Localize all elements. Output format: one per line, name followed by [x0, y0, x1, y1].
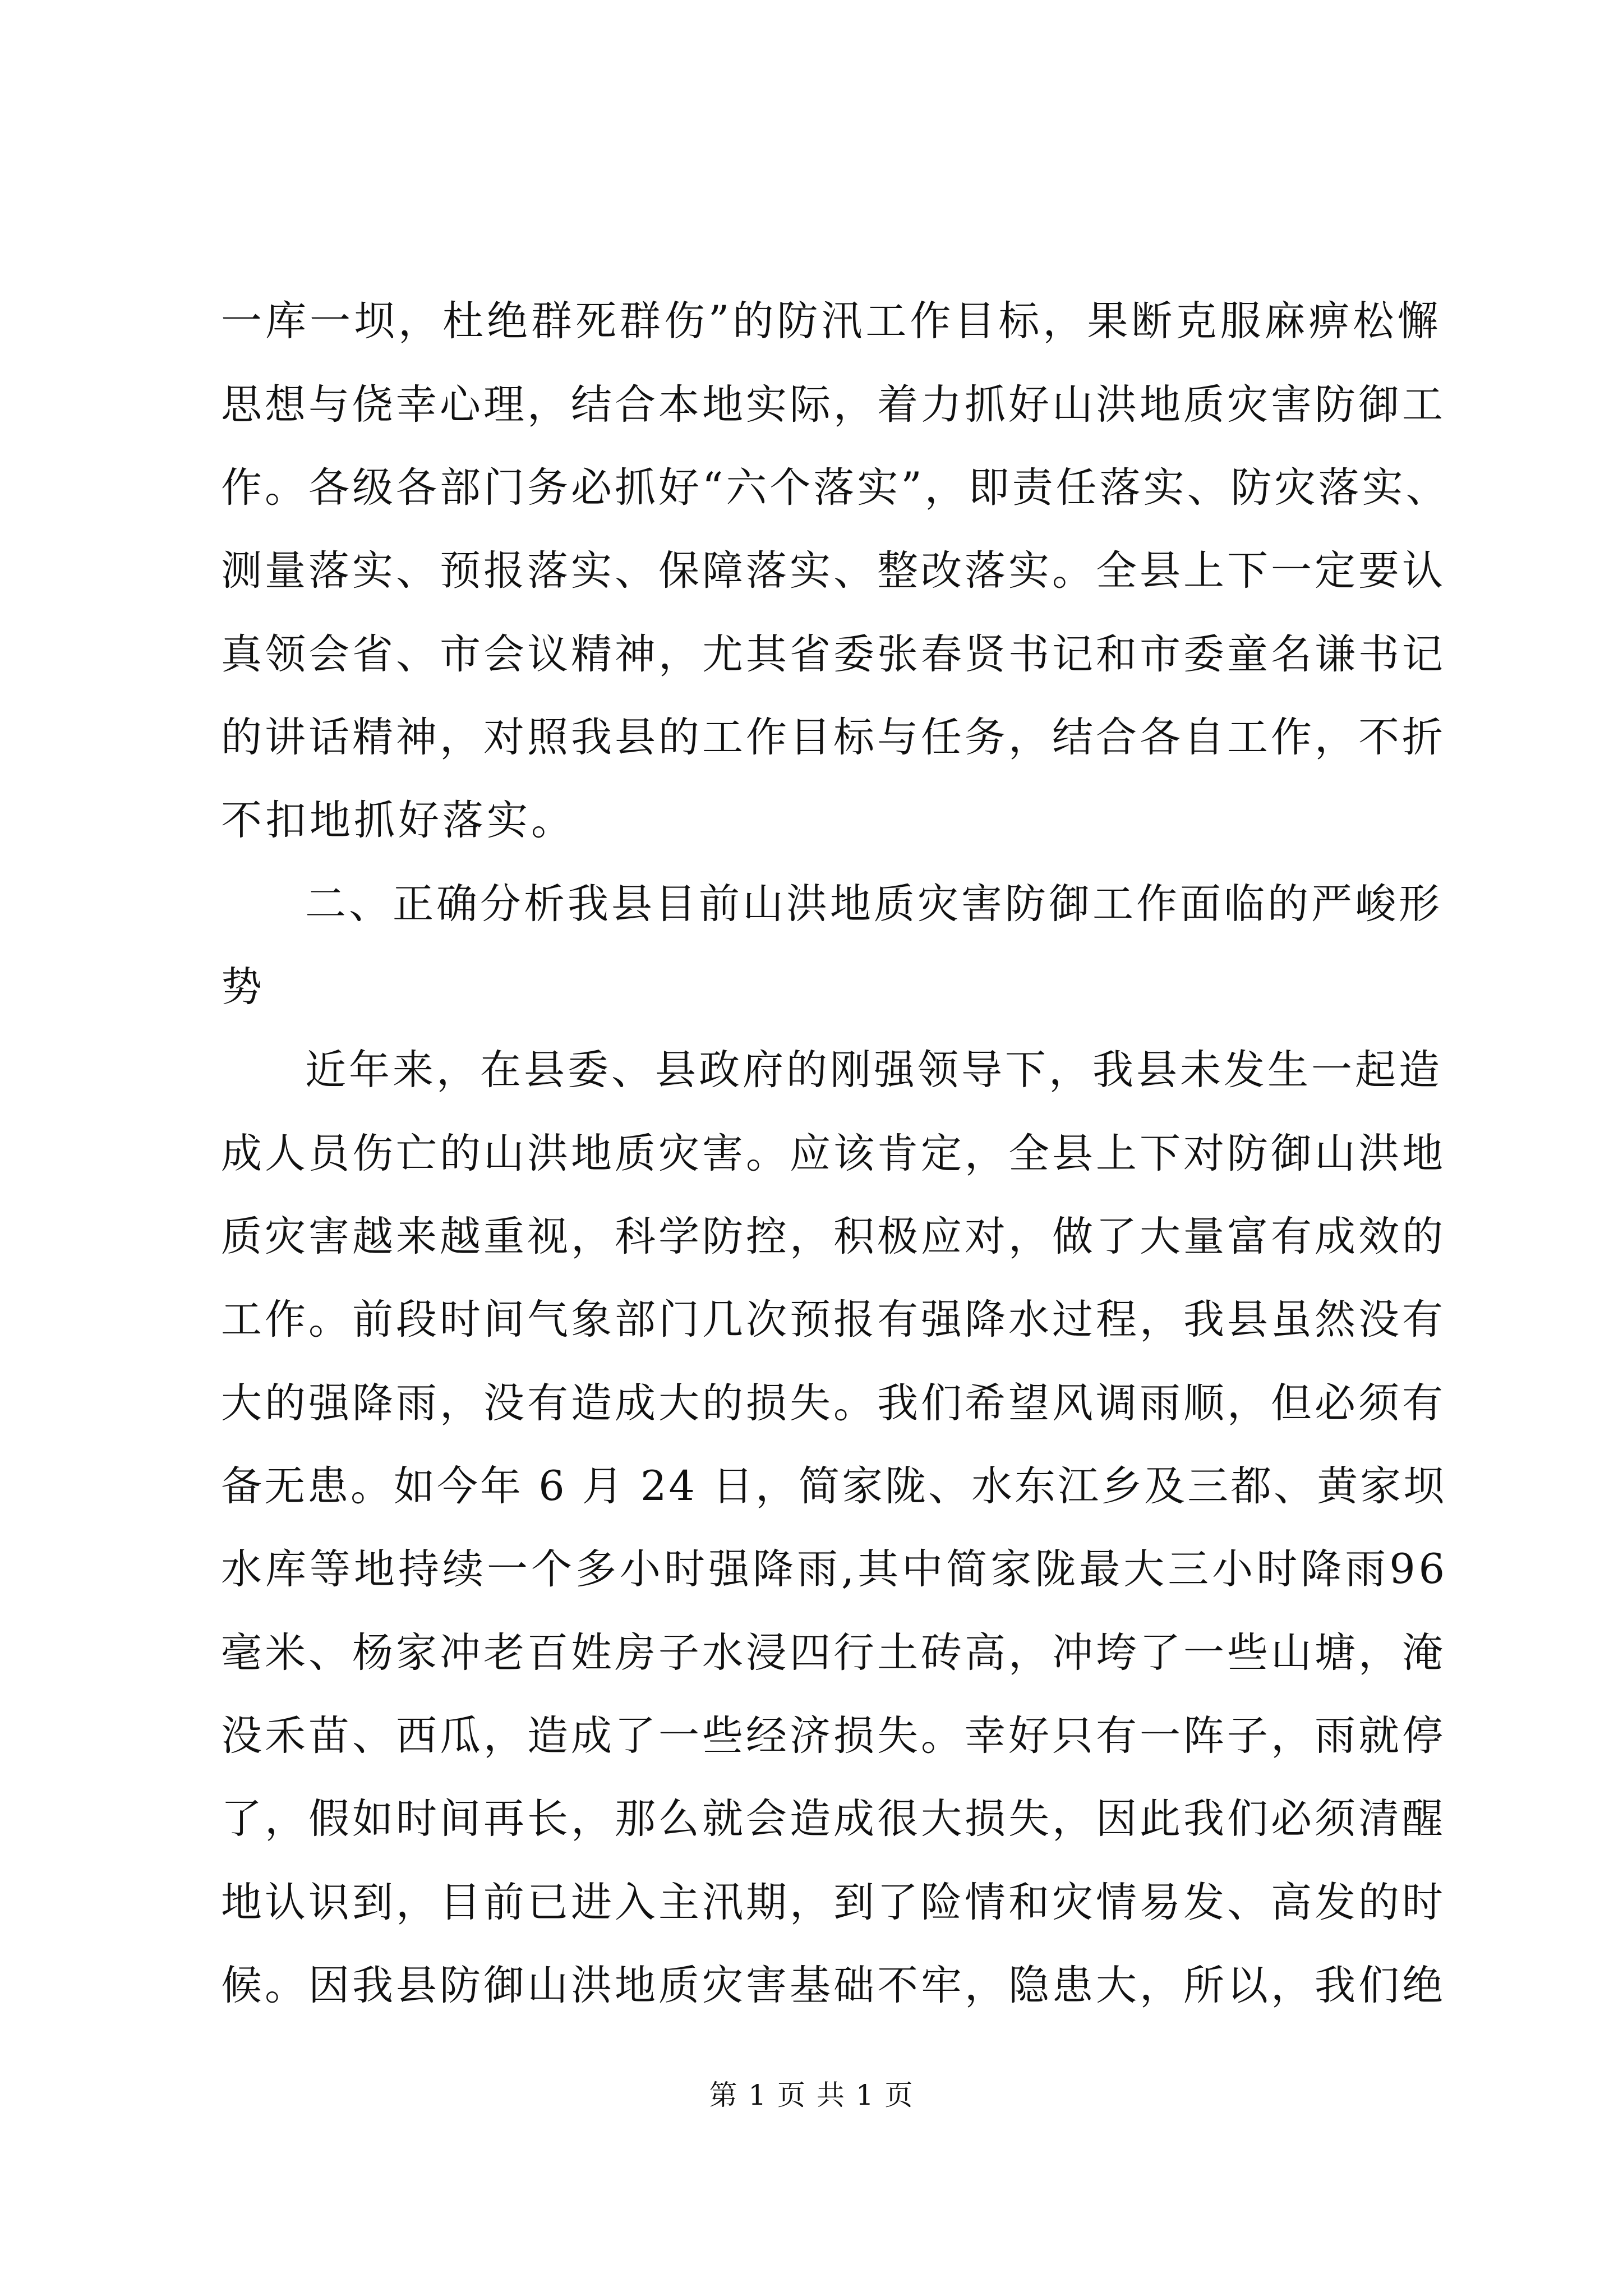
body-line: 成人员伤亡的山洪地质灾害。应该肯定，全县上下对防御山洪地	[221, 1130, 1446, 1177]
body-line: 备无患。如今年 6 月 24 日，简家陇、水东江乡及三都、黄家坝	[221, 1462, 1447, 1510]
body-line: 地认识到，目前已进入主汛期，到了险情和灾情易发、高发的时	[221, 1879, 1446, 1926]
body-line: 候。因我县防御山洪地质灾害基础不牢，隐患大，所以，我们绝	[221, 1962, 1446, 2009]
body-line: 没禾苗、西瓜，造成了一些经济损失。幸好只有一阵子，雨就停	[221, 1712, 1446, 1760]
body-line: 近年来，在县委、县政府的刚强领导下，我县未发生一起造	[305, 1046, 1442, 1094]
body-line: 水库等地持续一个多小时强降雨,其中简家陇最大三小时降雨96	[221, 1545, 1449, 1593]
body-line: 不扣地抓好落实。	[221, 797, 575, 844]
page-footer: 第 1 页 共 1 页	[709, 2079, 914, 2111]
body-line: 毫米、杨家冲老百姓房子水浸四行土砖高，冲垮了一些山塘，淹	[221, 1629, 1446, 1677]
body-line: 作。各级各部门务必抓好“六个落实”，即责任落实、防灾落实、	[221, 464, 1450, 512]
body-line: 真领会省、市会议精神，尤其省委张春贤书记和市委童名谦书记	[221, 631, 1446, 678]
section-heading: 二、正确分析我县目前山洪地质灾害防御工作面临的严峻形	[305, 880, 1442, 928]
body-line: 测量落实、预报落实、保障落实、整改落实。全县上下一定要认	[221, 547, 1446, 595]
body-line: 一库一坝，杜绝群死群伤”的防汛工作目标，果断克服麻痹松懈	[221, 297, 1442, 345]
body-line: 工作。前段时间气象部门几次预报有强降水过程，我县虽然没有	[221, 1296, 1446, 1343]
body-line: 大的强降雨，没有造成大的损失。我们希望风调雨顺，但必须有	[221, 1379, 1446, 1427]
body-line: 质灾害越来越重视，科学防控，积极应对，做了大量富有成效的	[221, 1213, 1446, 1260]
body-line: 的讲话精神，对照我县的工作目标与任务，结合各自工作，不折	[221, 714, 1446, 761]
body-line: 了，假如时间再长，那么就会造成很大损失，因此我们必须清醒	[221, 1795, 1446, 1843]
section-heading: 势	[221, 963, 265, 1011]
body-line: 思想与侥幸心理，结合本地实际，着力抓好山洪地质灾害防御工	[221, 381, 1446, 429]
